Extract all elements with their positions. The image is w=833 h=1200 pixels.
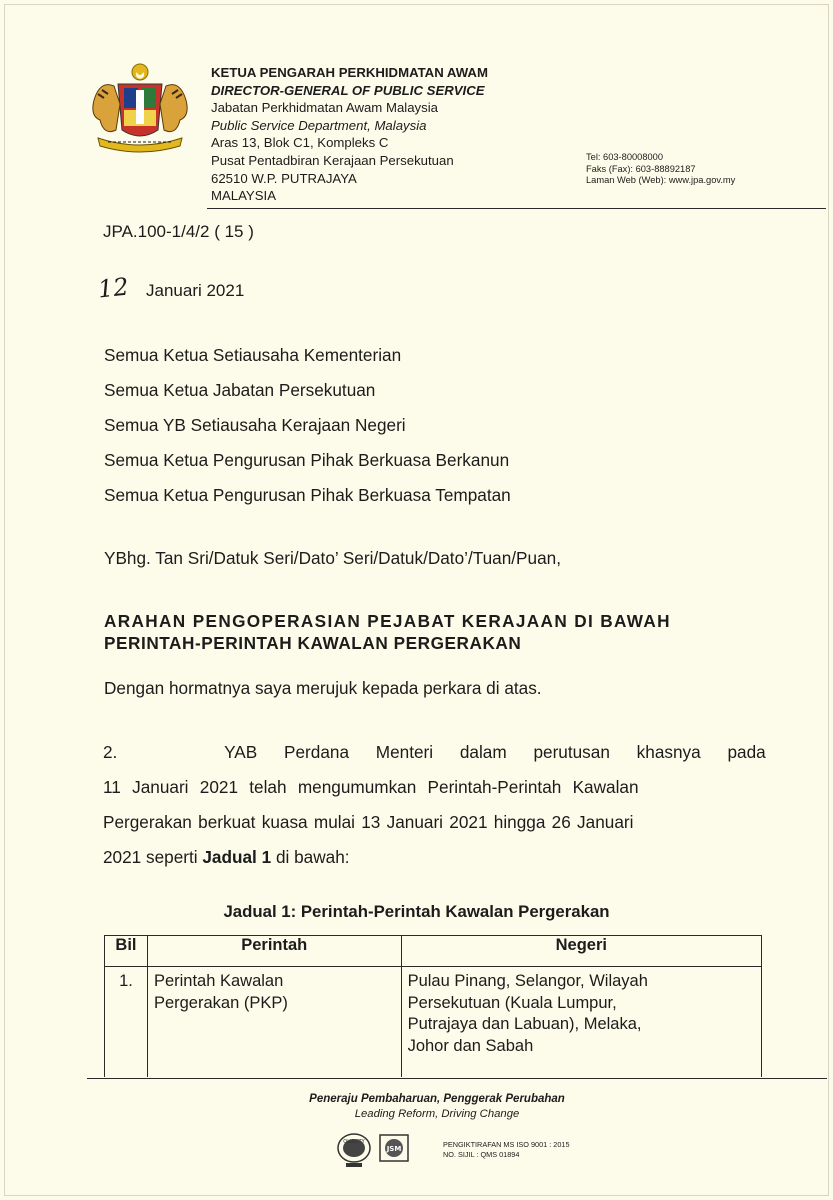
header-address-line2: Pusat Pentadbiran Kerajaan Persekutuan [211,152,454,168]
paragraph-2-line: 11 Januari 2021 telah mengumumkan Perintah-Perintah Kawalan [103,777,639,797]
header-title-en: DIRECTOR-GENERAL OF PUBLIC SERVICE [211,82,485,98]
iso-certification [443,1140,570,1160]
letterhead [211,64,488,205]
header-address-line3: 62510 W.P. PUTRAJAYA [211,170,357,186]
column-header-bil: Bil [105,936,148,967]
date-month-year: Januari 2021 [146,281,245,300]
table-reference: Jadual 1 [202,847,272,867]
header-title-ms: KETUA PENGARAH PERKHIDMATAN AWAM [211,65,488,80]
footer-divider [87,1078,827,1079]
paragraph-2-line: Pergerakan berkuat kuasa mulai 13 Januari 2021 hingga 26 Januari [103,812,634,832]
cell-perintah [147,967,401,1078]
paragraph-2-text: 2021 seperti [103,847,203,867]
header-divider [207,208,826,209]
cell-text: Putrajaya dan Labuan), Melaka, [407,1015,642,1033]
letter-title-line1: ARAHAN PENGOPERASIAN PEJABAT KERAJAAN DI BAWAH [104,611,671,631]
cell-bil: 1. [105,967,148,1078]
cell-text: Pulau Pinang, Selangor, Wilayah [407,972,648,990]
header-department-ms: Jabatan Perkhidmatan Awam Malaysia [211,100,438,116]
column-header-perintah: Perintah [147,936,401,967]
recipient-line: Semua Ketua Pengurusan Pihak Berkuasa Tempatan [104,485,511,505]
recipient-line: Semua YB Setiausaha Kerajaan Negeri [104,415,406,435]
badge-2-text: JSM [386,1145,402,1153]
contact-fax: Faks (Fax): 603-88892187 [586,163,696,174]
badge-1-text: QUALITY [343,1139,365,1145]
contact-tel: Tel: 603-80008000 [586,152,664,162]
cert-line: NO. SIJIL : QMS 01894 [443,1150,520,1159]
table-caption: Jadual 1: Perintah-Perintah Kawalan Pergerakan [223,902,610,921]
recipient-line: Semua Ketua Jabatan Persekutuan [104,380,376,400]
cell-text: Johor dan Sabah [407,1036,534,1055]
header-department-en: Public Service Department, Malaysia [211,117,427,133]
table-row [105,967,762,1078]
salutation: YBhg. Tan Sri/Datuk Seri/Dato’ Seri/Datuk/Dato’/Tuan/Puan, [104,548,561,568]
certification-badges-icon [336,1132,416,1168]
malaysia-coat-of-arms-icon [80,60,200,160]
cert-line: PENGIKTIRAFAN MS ISO 9001 : 2015 [443,1140,570,1149]
paragraph-1: Dengan hormatnya saya merujuk kepada perkara di atas. [104,678,542,698]
paragraph-2 [103,735,766,875]
paragraph-2-text: di bawah: [271,847,350,867]
cell-text: Persekutuan (Kuala Lumpur, [407,993,617,1012]
footer-motto-en: Leading Reform, Driving Change [354,1108,520,1120]
table-header-row [105,936,762,967]
cell-text: Pergerakan (PKP) [153,993,288,1012]
contact-web: Laman Web (Web): www.jpa.gov.my [586,175,736,185]
paragraph-2-line: 2. YAB Perdana Menteri dalam perutusan khasnya pada [103,742,766,762]
column-header-negeri: Negeri [401,936,761,967]
cell-text: Perintah Kawalan [153,972,284,990]
contact-info [586,152,735,187]
footer-motto-ms: Peneraju Pembaharuan, Penggerak Perubahan [309,1093,565,1105]
cell-negeri [401,967,761,1078]
handwritten-date-day: 12 [96,272,130,304]
reference-number: JPA.100-1/4/2 ( 15 ) [103,222,254,241]
recipient-line: Semua Ketua Pengurusan Pihak Berkuasa Berkanun [104,450,510,470]
recipient-line: Semua Ketua Setiausaha Kementerian [104,345,402,365]
letter-title-line2: PERINTAH-PERINTAH KAWALAN PERGERAKAN [104,633,522,653]
orders-table [104,935,762,1077]
header-address-line1: Aras 13, Blok C1, Kompleks C [211,135,389,151]
paragraph-2-line [103,840,727,875]
header-address-line4: MALAYSIA [211,188,276,204]
